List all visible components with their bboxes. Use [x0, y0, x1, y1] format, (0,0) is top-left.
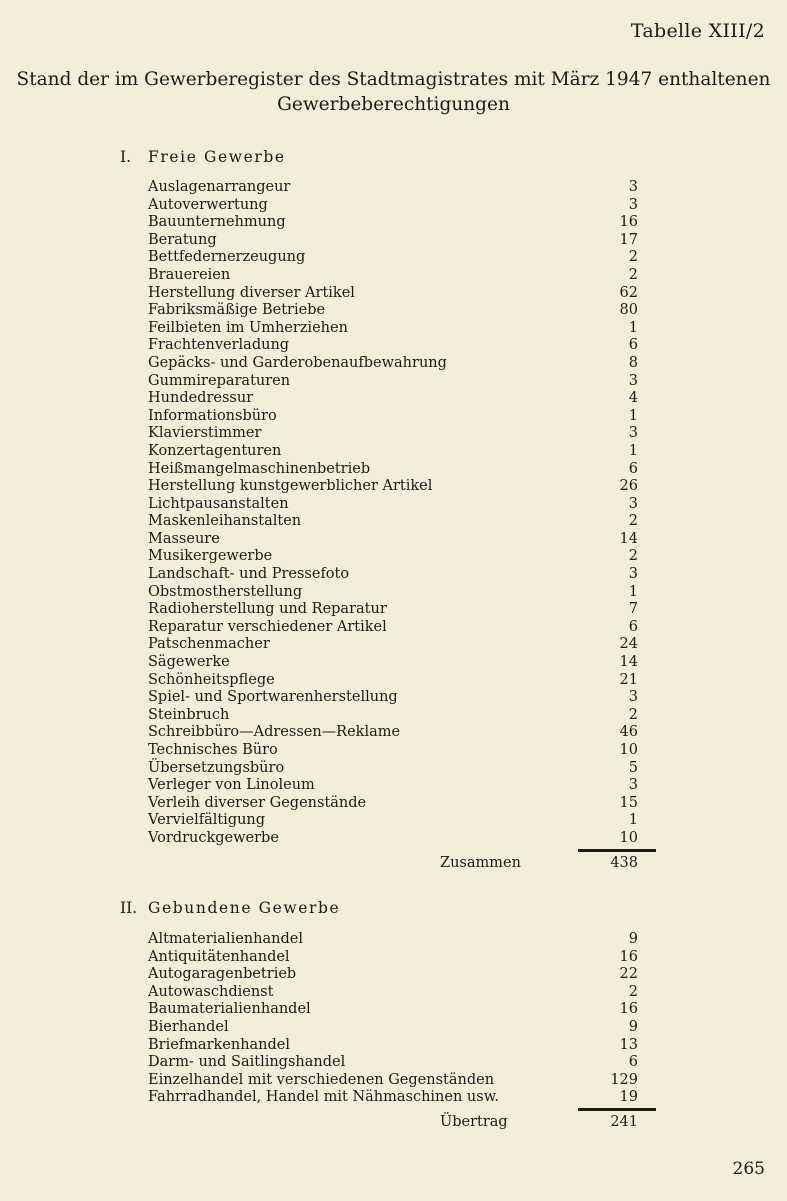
row-value: 16 [619, 948, 638, 965]
row-label: Heißmangelmaschinenbetrieb [148, 460, 371, 477]
row-label: Bettfedernerzeugung [148, 249, 306, 266]
section-2-total-value: 241 [610, 1114, 638, 1130]
page-title [0, 67, 787, 117]
table-row [148, 795, 638, 813]
section-2-total [440, 1114, 638, 1130]
row-value: 3 [628, 372, 638, 389]
row-label: Steinbruch [148, 706, 230, 723]
table-row [148, 1001, 638, 1019]
table-row [148, 1072, 638, 1090]
row-value: 3 [628, 425, 638, 442]
row-label: Klavierstimmer [148, 425, 262, 442]
row-value: 129 [610, 1071, 638, 1088]
row-value: 2 [628, 266, 638, 283]
table-row [148, 267, 638, 285]
row-value: 80 [619, 302, 638, 319]
table-row [148, 1054, 638, 1072]
row-label: Gummireparaturen [148, 372, 291, 389]
table-row [148, 1089, 638, 1107]
row-value: 9 [628, 1018, 638, 1035]
row-label: Beratung [148, 231, 217, 248]
row-label: Autoverwertung [148, 196, 268, 213]
row-label: Lichtpausanstalten [148, 495, 289, 512]
table-row [148, 707, 638, 725]
row-value: 2 [628, 513, 638, 530]
table-row [148, 830, 638, 848]
row-value: 1 [628, 407, 638, 424]
row-value: 14 [619, 654, 638, 671]
row-label: Reparatur verschiedener Artikel [148, 618, 387, 635]
row-value: 3 [628, 689, 638, 706]
table-row [148, 302, 638, 320]
row-label: Autogaragenbetrieb [148, 966, 297, 983]
table-row [148, 1037, 638, 1055]
row-label: Auslagenarrangeur [148, 179, 291, 195]
table-row [148, 654, 638, 672]
table-row [148, 179, 638, 197]
table-row [148, 672, 638, 690]
table-row [148, 285, 638, 303]
row-label: Verleger von Linoleum [148, 777, 315, 794]
table-row [148, 689, 638, 707]
row-value: 3 [628, 179, 638, 195]
row-value: 17 [619, 231, 638, 248]
row-value: 7 [628, 601, 638, 618]
table-row [148, 197, 638, 215]
table-row [148, 636, 638, 654]
row-label: Altmaterialienhandel [148, 931, 303, 947]
row-value: 6 [628, 618, 638, 635]
row-value: 4 [628, 390, 638, 407]
row-label: Fahrradhandel, Handel mit Nähmaschinen usw. [148, 1089, 500, 1106]
row-label: Darm- und Saitlingshandel [148, 1054, 346, 1071]
section-1-list [148, 179, 638, 848]
row-value: 1 [628, 583, 638, 600]
table-row [148, 390, 638, 408]
row-label: Feilbieten im Umherziehen [148, 319, 348, 336]
row-label: Briefmarkenhandel [148, 1036, 291, 1053]
row-label: Informationsbüro [148, 407, 277, 424]
section-1-total [440, 855, 638, 871]
row-label: Maskenleihanstalten [148, 513, 302, 530]
row-label: Frachtenverladung [148, 337, 290, 354]
row-label: Musikergewerbe [148, 548, 273, 565]
section-1-total-rule [578, 849, 656, 852]
table-row [148, 408, 638, 426]
row-label: Verleih diverser Gegenstände [148, 794, 367, 811]
row-value: 2 [628, 548, 638, 565]
row-label: Vervielfältigung [148, 812, 266, 829]
section-2-heading [120, 899, 340, 917]
section-2-total-label: Übertrag [440, 1114, 508, 1130]
row-value: 2 [628, 706, 638, 723]
row-label: Bierhandel [148, 1018, 229, 1035]
section-2-title: Gebundene Gewerbe [148, 899, 341, 917]
section-1-heading [120, 148, 286, 166]
row-label: Vordruckgewerbe [148, 829, 279, 846]
row-value: 10 [619, 742, 638, 758]
row-label: Radioherstellung und Reparatur [148, 601, 387, 618]
row-label: Patschenmacher [148, 636, 270, 653]
table-row [148, 337, 638, 355]
row-value: 19 [619, 1089, 638, 1106]
row-value: 24 [619, 636, 638, 653]
table-row [148, 214, 638, 232]
table-row [148, 478, 638, 496]
table-row [148, 812, 638, 830]
row-value: 3 [628, 196, 638, 213]
row-label: Herstellung kunstgewerblicher Artikel [148, 478, 433, 495]
table-row [148, 443, 638, 461]
table-row [148, 232, 638, 250]
row-value: 8 [628, 354, 638, 371]
row-value: 2 [628, 983, 638, 1000]
row-label: Hundedressur [148, 390, 254, 407]
row-label: Konzertagenturen [148, 442, 282, 459]
row-value: 22 [619, 966, 638, 983]
row-label: Antiquitätenhandel [148, 948, 290, 965]
row-value: 21 [619, 671, 638, 688]
table-row [148, 425, 638, 443]
table-row [148, 373, 638, 391]
table-row [148, 742, 638, 760]
table-row [148, 777, 638, 795]
row-label: Schönheitspflege [148, 671, 275, 688]
row-label: Bauunternehmung [148, 214, 286, 231]
row-value: 6 [628, 460, 638, 477]
title-line-1: Stand der im Gewerberegister des Stadtmagistrates mit März 1947 enthaltenen [16, 69, 771, 90]
row-value: 5 [628, 759, 638, 776]
row-value: 9 [628, 931, 638, 947]
row-value: 1 [628, 812, 638, 829]
row-value: 3 [628, 495, 638, 512]
row-value: 13 [619, 1036, 638, 1053]
table-row [148, 949, 638, 967]
row-label: Obstmostherstellung [148, 583, 303, 600]
row-label: Übersetzungsbüro [148, 759, 285, 776]
row-label: Landschaft- und Pressefoto [148, 566, 350, 583]
row-value: 10 [619, 829, 638, 846]
section-1-total-label: Zusammen [440, 855, 521, 871]
page-number: 265 [732, 1159, 765, 1179]
row-label: Schreibbüro—Adressen—Reklame [148, 724, 401, 741]
row-label: Brauereien [148, 266, 231, 283]
row-label: Technisches Büro [148, 742, 278, 758]
table-row [148, 601, 638, 619]
table-row [148, 566, 638, 584]
table-row [148, 619, 638, 637]
table-row [148, 966, 638, 984]
table-row [148, 249, 638, 267]
row-value: 62 [619, 284, 638, 301]
table-row [148, 1019, 638, 1037]
row-label: Autowaschdienst [148, 983, 274, 1000]
row-value: 16 [619, 214, 638, 231]
section-1-number: I. [120, 148, 132, 166]
row-label: Masseure [148, 530, 220, 547]
row-label: Spiel- und Sportwarenherstellung [148, 689, 398, 706]
row-value: 3 [628, 566, 638, 583]
title-line-2: Gewerbeberechtigungen [277, 94, 510, 115]
section-2-number: II. [120, 899, 138, 917]
row-label: Fabriksmäßige Betriebe [148, 302, 326, 319]
table-row [148, 496, 638, 514]
section-2-total-rule [578, 1108, 656, 1111]
table-row [148, 461, 638, 479]
row-value: 15 [619, 794, 638, 811]
table-row [148, 513, 638, 531]
row-value: 2 [628, 249, 638, 266]
table-row [148, 355, 638, 373]
row-label: Baumaterialienhandel [148, 1001, 311, 1018]
row-value: 26 [619, 478, 638, 495]
row-value: 46 [619, 724, 638, 741]
row-label: Herstellung diverser Artikel [148, 284, 355, 301]
section-1-total-value: 438 [610, 855, 638, 871]
row-value: 14 [619, 530, 638, 547]
section-1-title: Freie Gewerbe [148, 148, 286, 166]
row-value: 16 [619, 1001, 638, 1018]
table-row [148, 584, 638, 602]
table-row [148, 724, 638, 742]
table-row [148, 931, 638, 949]
table-row [148, 531, 638, 549]
row-value: 1 [628, 442, 638, 459]
table-label: Tabelle XIII/2 [630, 20, 765, 42]
table-row [148, 548, 638, 566]
row-value: 1 [628, 319, 638, 336]
section-2-list [148, 931, 638, 1107]
row-label: Gepäcks- und Garderobenaufbewahrung [148, 354, 447, 371]
table-row [148, 320, 638, 338]
row-label: Sägewerke [148, 654, 230, 671]
row-value: 6 [628, 1054, 638, 1071]
row-label: Einzelhandel mit verschiedenen Gegenständen [148, 1071, 495, 1088]
table-row [148, 984, 638, 1002]
table-row [148, 760, 638, 778]
row-value: 6 [628, 337, 638, 354]
row-value: 3 [628, 777, 638, 794]
